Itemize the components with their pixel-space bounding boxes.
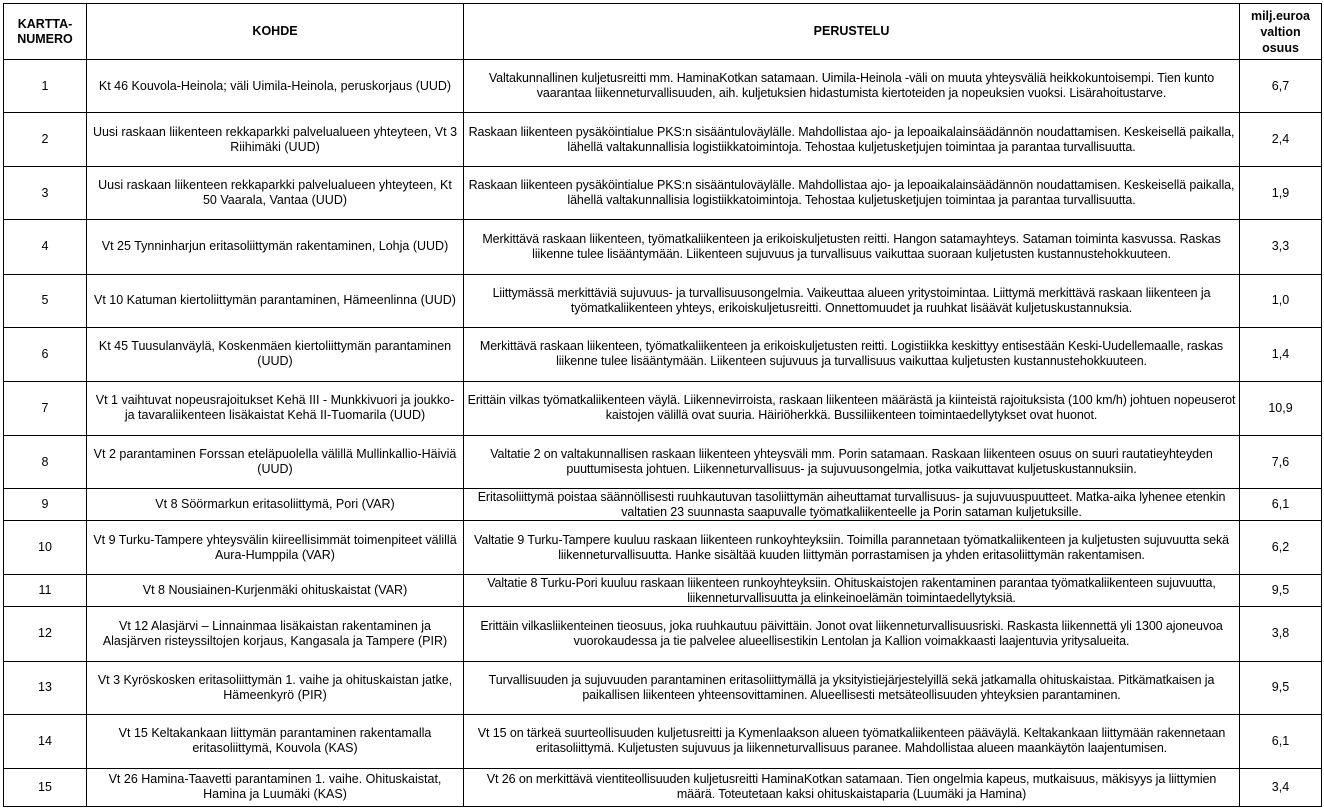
target-cell: Vt 25 Tynninharjun eritasoliittymän rakentaminen, Lohja (UUD) <box>87 220 464 274</box>
justification-cell: Valtatie 9 Turku-Tampere kuuluu raskaan liikenteen runkoyhteyksiin. Toimilla parannetaan työmatkaliikenteen ja kuljetusten sujuvuutta sekä liikenneturvallisuutta. Hanke sisältää kuuden liittymän porrastamisen ja yhden eritasoliittymän rakentamisen. <box>464 521 1240 575</box>
header-target: KOHDE <box>87 4 464 60</box>
funding-cell: 2,4 <box>1240 113 1322 167</box>
map-number-cell: 7 <box>4 381 87 435</box>
justification-cell: Erittäin vilkas työmatkaliikenteen väylä. Liikennevirroista, raskaan liikenteen määrästä ja kiinteistä rajoituksista (100 km/h) johtuen nopeuserot kaistojen välillä ovat suuria. Häiriöherkkä. Bussiliikenteen toimintaedellytykset ovat huonot. <box>464 381 1240 435</box>
table-body <box>4 60 1322 807</box>
table-row <box>4 220 1322 274</box>
table-row <box>4 435 1322 488</box>
justification-cell: Raskaan liikenteen pysäköintialue PKS:n sisääntuloväylälle. Mahdollistaa ajo- ja lepoaikalainsäädännön noudattamisen. Keskeisellä paikalla, lähellä valtakunnallisia logistiikkatoimintoja. Tehostaa kuljetusketjujen toimintaa ja parantaa turvallisuutta. <box>464 167 1240 220</box>
table-row <box>4 60 1322 113</box>
funding-cell: 3,4 <box>1240 768 1322 806</box>
table-row <box>4 489 1322 521</box>
funding-cell: 10,9 <box>1240 381 1322 435</box>
header-justification: PERUSTELU <box>464 4 1240 60</box>
target-cell: Vt 2 parantaminen Forssan eteläpuolella välillä Mullinkallio-Häiviä (UUD) <box>87 435 464 488</box>
target-cell: Vt 9 Turku-Tampere yhteysvälin kiireellisimmät toimenpiteet välillä Aura-Humppila (VAR) <box>87 521 464 575</box>
table-row <box>4 167 1322 220</box>
table-row <box>4 661 1322 714</box>
target-cell: Kt 45 Tuusulanväylä, Koskenmäen kiertoliittymän parantaminen (UUD) <box>87 327 464 381</box>
target-cell: Vt 1 vaihtuvat nopeusrajoitukset Kehä III - Munkkivuori ja joukko- ja tavaraliikenteen lisäkaistat Kehä II-Tuomarila (UUD) <box>87 381 464 435</box>
funding-cell: 6,1 <box>1240 489 1322 521</box>
map-number-cell: 1 <box>4 60 87 113</box>
justification-cell: Merkittävä raskaan liikenteen, työmatkaliikenteen ja erikoiskuljetusten reitti. Hangon satamayhteys. Sataman toiminta kasvussa. Raskas liikenne tulee lisääntymään. Liikenteen sujuvuus ja turvallisuus vaikuttaa suoraan kuljetusten kustannustehokkuuteen. <box>464 220 1240 274</box>
justification-cell: Liittymässä merkittäviä sujuvuus- ja turvallisuusongelmia. Vaikeuttaa alueen yritystoimintaa. Liittymä merkittävä raskaan liikenteen ja työmatkaliikenteen yhteys, erikoiskuljetusreitti. Onnettomuudet ja ruuhkat lisäävät kuljetuskustannuksia. <box>464 274 1240 327</box>
target-cell: Vt 10 Katuman kiertoliittymän parantaminen, Hämeenlinna (UUD) <box>87 274 464 327</box>
table-row <box>4 327 1322 381</box>
map-number-cell: 12 <box>4 607 87 661</box>
funding-cell: 7,6 <box>1240 435 1322 488</box>
header-funding: milj.euroa valtion osuus <box>1240 4 1322 60</box>
map-number-cell: 15 <box>4 768 87 806</box>
projects-table <box>3 3 1322 807</box>
justification-cell: Erittäin vilkasliikenteinen tieosuus, joka ruuhkautuu päivittäin. Jonot ovat liikenneturvallisuusriski. Raskasta liikennettä yli 1300 ajoneuvoa vuorokaudessa ja tie palvelee alueellisestikin Lentolan ja Kallion voimakkaasti laajentuvia yritysalueita. <box>464 607 1240 661</box>
map-number-cell: 13 <box>4 661 87 714</box>
map-number-cell: 11 <box>4 575 87 607</box>
justification-cell: Raskaan liikenteen pysäköintialue PKS:n sisääntuloväylälle. Mahdollistaa ajo- ja lepoaikalainsäädännön noudattamisen. Keskeisellä paikalla, lähellä valtakunnallisia logistiikkatoimintoja. Tehostaa kuljetusketjujen toimintaa ja parantaa turvallisuutta. <box>464 113 1240 167</box>
table-row <box>4 714 1322 768</box>
target-cell: Kt 46 Kouvola-Heinola; väli Uimila-Heinola, peruskorjaus (UUD) <box>87 60 464 113</box>
funding-cell: 6,1 <box>1240 714 1322 768</box>
table-row <box>4 607 1322 661</box>
table-header-row <box>4 4 1322 60</box>
map-number-cell: 8 <box>4 435 87 488</box>
funding-cell: 1,4 <box>1240 327 1322 381</box>
header-map-number: KARTTA- NUMERO <box>4 4 87 60</box>
justification-cell: Merkittävä raskaan liikenteen, työmatkaliikenteen ja erikoiskuljetusten reitti. Logistiikka keskittyy entisestään Keski-Uudellemaalle, raskas liikenne tulee lisääntymään. Liikenteen sujuvuus ja turvallisuus vaikuttaa kuljetusten kustannustehokkuuteen. <box>464 327 1240 381</box>
table-row <box>4 381 1322 435</box>
target-cell: Vt 12 Alasjärvi – Linnainmaa lisäkaistan rakentaminen ja Alasjärven risteyssiltojen korjaus, Kangasala ja Tampere (PIR) <box>87 607 464 661</box>
justification-cell: Vt 26 on merkittävä vientiteollisuuden kuljetusreitti HaminaKotkan satamaan. Tien ongelmia kapeus, mutkaisuus, mäkisyys ja liittymien määrä. Toteutetaan kaksi ohituskaistaparia (Luumäki ja Hamina) <box>464 768 1240 806</box>
funding-cell: 6,7 <box>1240 60 1322 113</box>
map-number-cell: 9 <box>4 489 87 521</box>
map-number-cell: 5 <box>4 274 87 327</box>
target-cell: Vt 8 Söörmarkun eritasoliittymä, Pori (VAR) <box>87 489 464 521</box>
target-cell: Vt 3 Kyröskosken eritasoliittymän 1. vaihe ja ohituskaistan jatke, Hämeenkyrö (PIR) <box>87 661 464 714</box>
target-cell: Vt 8 Nousiainen-Kurjenmäki ohituskaistat (VAR) <box>87 575 464 607</box>
target-cell: Uusi raskaan liikenteen rekkaparkki palvelualueen yhteyteen, Vt 3 Riihimäki (UUD) <box>87 113 464 167</box>
target-cell: Vt 15 Keltakankaan liittymän parantaminen rakentamalla eritasoliittymä, Kouvola (KAS) <box>87 714 464 768</box>
map-number-cell: 10 <box>4 521 87 575</box>
justification-cell: Turvallisuuden ja sujuvuuden parantaminen eritasoliittymällä ja yksityistiejärjestelyillä sekä jatkamalla ohituskaistaa. Pitkämatkaisen ja paikallisen liikenteen yhteensovittaminen. Alueellisesti metsäteollisuuden yhteyksien parantaminen. <box>464 661 1240 714</box>
map-number-cell: 14 <box>4 714 87 768</box>
funding-cell: 3,8 <box>1240 607 1322 661</box>
map-number-cell: 3 <box>4 167 87 220</box>
funding-cell: 9,5 <box>1240 575 1322 607</box>
map-number-cell: 6 <box>4 327 87 381</box>
table-row <box>4 274 1322 327</box>
justification-cell: Valtatie 2 on valtakunnallisen raskaan liikenteen yhteysväli mm. Porin satamaan. Raskaan liikenteen osuus on suuri rautatieyhteyden puuttumisesta johtuen. Liikenneturvallisuus- ja sujuvuusongelmia, jotka vaikuttavat kuljetuskustannuksiin. <box>464 435 1240 488</box>
target-cell: Uusi raskaan liikenteen rekkaparkki palvelualueen yhteyteen, Kt 50 Vaarala, Vantaa (UUD) <box>87 167 464 220</box>
justification-cell: Eritasoliittymä poistaa säännöllisesti ruuhkautuvan tasoliittymän aiheuttamat turvallisuus- ja sujuvuuspuutteet. Matka-aika lyhenee etenkin valtatien 23 suunnasta saapuvalle työmatkaliikenteelle ja Porin sataman kuljetuksille. <box>464 489 1240 521</box>
funding-cell: 1,0 <box>1240 274 1322 327</box>
table-row <box>4 768 1322 806</box>
justification-cell: Valtakunnallinen kuljetusreitti mm. HaminaKotkan satamaan. Uimila-Heinola -väli on muuta yhteysväliä heikkokuntoisempi. Tien kunto vaarantaa liikenneturvallisuuden, aih. kuljetuksien hidastumista kiertoteiden ja nopeuksien vuoksi. Lisärahoitustarve. <box>464 60 1240 113</box>
map-number-cell: 4 <box>4 220 87 274</box>
table-row <box>4 113 1322 167</box>
funding-cell: 1,9 <box>1240 167 1322 220</box>
table-row <box>4 521 1322 575</box>
funding-cell: 9,5 <box>1240 661 1322 714</box>
justification-cell: Vt 15 on tärkeä suurteollisuuden kuljetusreitti ja Kymenlaakson alueen työmatkaliikenteen pääväylä. Keltakankaan liittymään rakennetaan eritasoliittymä. Kuljetusten sujuvuus ja liikenneturvallisuus paranee. Mahdollistaa alueen maankäytön laajentumisen. <box>464 714 1240 768</box>
justification-cell: Valtatie 8 Turku-Pori kuuluu raskaan liikenteen runkoyhteyksiin. Ohituskaistojen rakentaminen parantaa työmatkaliikenteen sujuvuutta, liikenneturvallisuutta ja elinkeinoelämän toimintaedellytyksiä. <box>464 575 1240 607</box>
table-row <box>4 575 1322 607</box>
funding-cell: 3,3 <box>1240 220 1322 274</box>
map-number-cell: 2 <box>4 113 87 167</box>
funding-cell: 6,2 <box>1240 521 1322 575</box>
target-cell: Vt 26 Hamina-Taavetti parantaminen 1. vaihe. Ohituskaistat, Hamina ja Luumäki (KAS) <box>87 768 464 806</box>
